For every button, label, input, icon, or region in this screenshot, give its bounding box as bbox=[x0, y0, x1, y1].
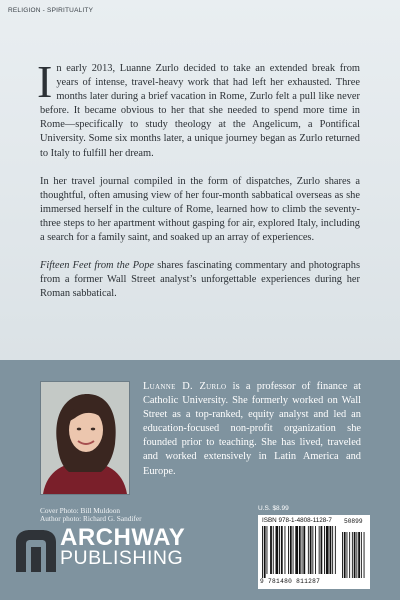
description-paragraph-3-text: shares fascinating commentary and photographs from a former Wall Street analyst’s unforgettable experiences during her Roman sabbatical. bbox=[40, 260, 360, 300]
book-description bbox=[37, 56, 360, 315]
author-portrait-illustration bbox=[41, 382, 129, 494]
price-label: U.S. $8.99 bbox=[258, 505, 289, 512]
photo-credits bbox=[40, 507, 142, 524]
isbn-text: ISBN 978-1-4808-1128-7 bbox=[262, 517, 332, 524]
drop-cap: I bbox=[37, 56, 53, 107]
barcode-bars bbox=[262, 526, 366, 578]
author-name: Luanne D. Zurlo bbox=[143, 381, 227, 392]
barcode-addon-number: 50899 bbox=[344, 518, 363, 525]
archway-logo-icon bbox=[14, 530, 58, 572]
description-paragraph-1 bbox=[37, 56, 360, 161]
category-label: RELIGION - SPIRITUALITY bbox=[8, 7, 94, 14]
isbn-barcode bbox=[258, 515, 370, 589]
publisher-name-line2: PUBLISHING bbox=[60, 547, 184, 569]
author-photo-credit: Author photo: Richard G. Sandifer bbox=[40, 514, 142, 524]
book-title-italic: Fifteen Feet from the Pope bbox=[40, 260, 155, 272]
author-photo bbox=[40, 381, 130, 495]
description-paragraph-2: In her travel journal compiled in the form of dispatches, Zurlo shares a thoughtful, often amusing view of her four-month sabbatical overseas as she immersed herself in the culture of Rome, learned how to climb the seventy-three steps to her apartment without gasping for air, explored Italy, including a search for a family saint, and soaked up an array of experiences. bbox=[40, 175, 360, 244]
cover-photo-credit: Cover Photo: Bill Muldoon bbox=[40, 506, 121, 515]
publisher-wordmark bbox=[60, 524, 186, 569]
description-paragraph-3 bbox=[40, 259, 360, 301]
barcode-number: 9 781480 811287 bbox=[260, 578, 321, 585]
description-paragraph-1-text: n early 2013, Luanne Zurlo decided to take an extended break from years of intense, travel-heavy work that had left her exhausted. Three months later during a brief vacation in Rome, Zurlo felt a pull like never before. It became obvious to her that she needed to spend more time in Rome—specifically to study theology at the Angelicum, a Pontifical University. Some six months later, a unique journey began as Zurlo returned to Italy to fulfill her dream. bbox=[40, 63, 360, 159]
author-bio bbox=[143, 380, 361, 479]
publisher-name-line1: ARCHWAY bbox=[60, 524, 186, 551]
author-bio-text: is a professor of finance at Catholic University. She formerly worked on Wall Street as a top-ranked, equity analyst and led an education-focused non-profit organization she founded prior to teaching. She has lived, traveled and worked extensively in Latin America and Europe. bbox=[143, 381, 361, 477]
